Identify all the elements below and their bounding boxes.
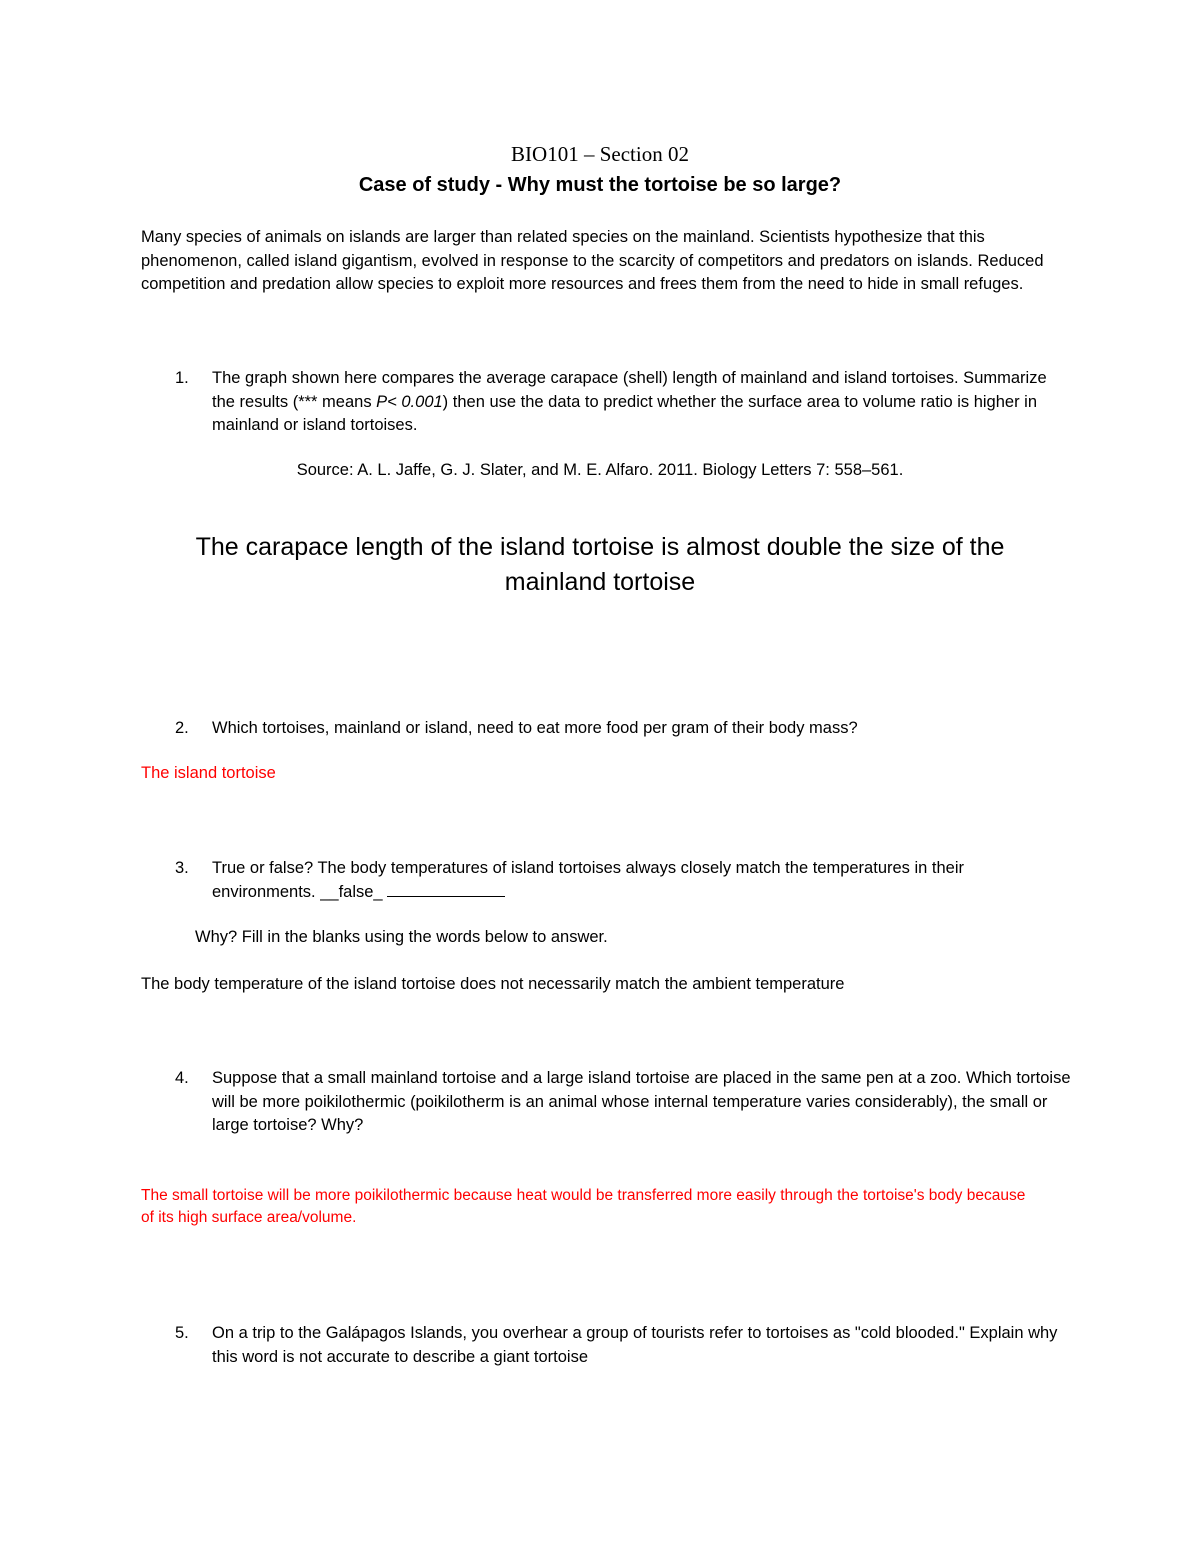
question-1-number: 1. [175, 369, 189, 387]
question-3-number: 3. [175, 859, 189, 877]
question-4-text: Suppose that a small mainland tortoise and a large island tortoise are placed in the same pen at a zoo. Which tortoise will be more poikilothermic (poikilotherm is an animal whose internal temperature varies considerably), the small or large tortoise? Why? [212, 1069, 1071, 1134]
answer-1: The carapace length of the island tortoise is almost double the size of the mainland tortoise [195, 533, 1005, 596]
answer-4: The small tortoise will be more poikilothermic because heat would be transferred more easily through the tortoise's body because of its high surface area/volume. [141, 1187, 1026, 1226]
answer-blank-line [387, 882, 505, 897]
answer-3: The body temperature of the island tortoise does not necessarily match the ambient temperature [141, 975, 845, 993]
question-3-why: Why? Fill in the blanks using the words below to answer. [195, 928, 608, 946]
question-2-text: Which tortoises, mainland or island, need to eat more food per gram of their body mass? [212, 719, 858, 737]
question-3-text: True or false? The body temperatures of island tortoises always closely match the temperatures in their environments. __false_ [212, 859, 965, 901]
intro-paragraph: Many species of animals on islands are larger than related species on the mainland. Scientists hypothesize that this phenomenon, called island gigantism, evolved in response to the scarcity of competitors and predators on islands. Reduced competition and predation allow species to exploit more resources and frees them from the need to hide in small refuges. [141, 228, 1044, 293]
p-value: P< 0.001 [376, 392, 443, 411]
question-5-number: 5. [175, 1324, 189, 1342]
question-5-text: On a trip to the Galápagos Islands, you overhear a group of tourists refer to tortoises as "cold blooded." Explain why this word is not accurate to describe a giant tortoise [212, 1324, 1058, 1366]
question-1-text: The graph shown here compares the average carapace (shell) length of mainland and island tortoises. Summarize the results (*** means P< 0.001) then use the data to predict whether the surface area to volume ratio is higher in mainland or island tortoises. [212, 369, 1047, 434]
answer-2: The island tortoise [141, 764, 276, 782]
question-4-number: 4. [175, 1069, 189, 1087]
source-citation: Source: A. L. Jaffe, G. J. Slater, and M. E. Alfaro. 2011. Biology Letters 7: 558–561. [296, 461, 904, 479]
question-2-number: 2. [175, 719, 189, 737]
document-title: Case of study - Why must the tortoise be so large? [358, 174, 842, 196]
course-header: BIO101 – Section 02 [511, 142, 689, 166]
